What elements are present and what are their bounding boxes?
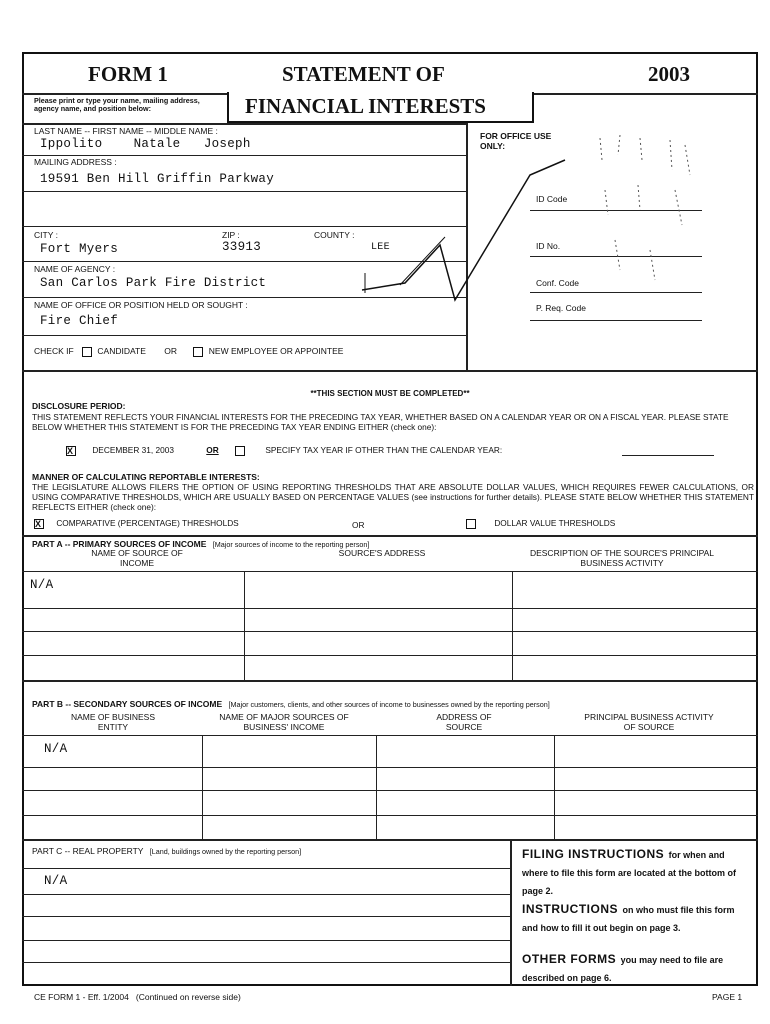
candidate-checkbox[interactable]	[82, 347, 92, 357]
title-line1: STATEMENT OF	[282, 62, 445, 86]
part-b-title: PART B -- SECONDARY SOURCES OF INCOME	[32, 699, 223, 709]
instructions-title: INSTRUCTIONS	[522, 902, 618, 916]
footer-page: PAGE 1	[712, 992, 743, 1002]
must-complete-note: **THIS SECTION MUST BE COMPLETED**	[310, 389, 470, 398]
manner-title: MANNER OF CALCULATING REPORTABLE INTERESTS:	[32, 472, 260, 482]
comparative-checkbox[interactable]	[34, 519, 44, 529]
county-value[interactable]: LEE	[371, 242, 390, 253]
threshold-row	[34, 518, 754, 529]
part-b-value[interactable]: N/A	[44, 742, 68, 756]
agency-value[interactable]: San Carlos Park Fire District	[40, 276, 267, 290]
county-label: COUNTY :	[314, 230, 355, 240]
other-forms-instructions	[522, 950, 750, 986]
who-must-file-instructions	[522, 900, 750, 936]
part-c-header	[32, 846, 301, 856]
form-year: 2003	[648, 62, 690, 86]
or-label-2: OR	[352, 520, 365, 530]
dollar-row	[466, 518, 615, 529]
name-label: LAST NAME -- FIRST NAME -- MIDDLE NAME :	[34, 126, 218, 136]
tax-year-row	[66, 445, 502, 456]
specify-label: SPECIFY TAX YEAR IF OTHER THAN THE CALENDAR YEAR:	[265, 445, 503, 455]
part-b-col4: PRINCIPAL BUSINESS ACTIVITY OF SOURCE	[584, 712, 714, 732]
specify-checkbox[interactable]	[235, 446, 245, 456]
filing-title: FILING INSTRUCTIONS	[522, 847, 665, 861]
footer-left: CE FORM 1 - Eff. 1/2004 (Continued on reverse side)	[34, 992, 241, 1002]
conf-code-label: Conf. Code	[536, 278, 579, 288]
filing-instructions	[522, 845, 750, 899]
disclosure-period-title: DISCLOSURE PERIOD:	[32, 401, 126, 411]
p-req-code-label: P. Req. Code	[536, 303, 586, 313]
part-b-col2: NAME OF MAJOR SOURCES OF BUSINESS' INCOME	[219, 712, 349, 732]
part-c-value[interactable]: N/A	[44, 874, 68, 888]
mailing-label: MAILING ADDRESS :	[34, 157, 117, 167]
part-a-title: PART A -- PRIMARY SOURCES OF INCOME	[32, 539, 207, 549]
filing-text: for when and where to file this form are located at the bottom of page 2.	[522, 850, 737, 896]
other-forms-text: you may need to file are described on page 6.	[522, 955, 724, 983]
part-b-header	[32, 699, 550, 709]
part-a-subtitle: [Major sources of income to the reporting person]	[212, 540, 370, 549]
dec31-checkbox[interactable]	[66, 446, 76, 456]
name-value[interactable]: Ippolito Natale Joseph	[40, 137, 251, 151]
city-value[interactable]: Fort Myers	[40, 242, 119, 256]
other-forms-title: OTHER FORMS	[522, 952, 617, 966]
mailing-value[interactable]: 19591 Ben Hill Griffin Parkway	[40, 172, 275, 186]
office-label: NAME OF OFFICE OR POSITION HELD OR SOUGHT :	[34, 300, 248, 310]
city-label: CITY :	[34, 230, 58, 240]
title-line2: FINANCIAL INTERESTS	[245, 94, 486, 118]
office-use-title: FOR OFFICE USE ONLY:	[480, 131, 552, 151]
part-a-header	[32, 539, 369, 549]
part-a-col3: DESCRIPTION OF THE SOURCE'S PRINCIPAL BUSINESS ACTIVITY	[529, 548, 715, 568]
dollar-checkbox[interactable]	[466, 519, 476, 529]
check-if-label: CHECK IF	[34, 346, 74, 356]
dec31-label: DECEMBER 31, 2003	[92, 445, 174, 455]
disclosure-period-text: THIS STATEMENT REFLECTS YOUR FINANCIAL INTERESTS FOR THE PRECEDING TAX YEAR, WHETHER BASED ON A CALENDAR YEAR OR ON A FISCAL YEAR. PLEASE STATE BELOW WHETHER THIS STATEMENT IS FOR THE PRECEDING TAX YEAR ENDING EITHER (check one):	[32, 412, 729, 432]
id-code-label: ID Code	[536, 194, 568, 204]
zip-value[interactable]: 33913	[222, 240, 262, 254]
received-stamp-icon	[590, 130, 710, 300]
part-c-subtitle: [Land, buildings owned by the reporting person]	[149, 847, 302, 856]
form-label: FORM 1	[88, 62, 168, 86]
part-a-col2: SOURCE'S ADDRESS	[338, 548, 426, 558]
new-employee-checkbox[interactable]	[193, 347, 203, 357]
part-b-subtitle: [Major customers, clients, and other sources of income to businesses owned by the reporting person]	[228, 700, 550, 709]
or-label-1: OR	[206, 445, 219, 455]
comparative-label: COMPARATIVE (PERCENTAGE) THRESHOLDS	[56, 518, 239, 528]
agency-label: NAME OF AGENCY :	[34, 264, 116, 274]
checkmark-signature-icon	[360, 155, 590, 305]
part-b-col1: NAME OF BUSINESS ENTITY	[70, 712, 156, 732]
part-a-col1: NAME OF SOURCE OF INCOME	[91, 548, 183, 568]
dollar-label: DOLLAR VALUE THRESHOLDS	[494, 518, 616, 528]
zip-label: ZIP :	[222, 230, 240, 240]
check-row	[34, 346, 343, 357]
id-no-label: ID No.	[536, 241, 561, 251]
manner-text: THE LEGISLATURE ALLOWS FILERS THE OPTION OF USING REPORTING THRESHOLDS THAT ARE ABSOLUTE DOLLAR VALUES, WHICH REQUIRES FEWER CALCULATIONS, OR USING COMPARATIVE THRESHOLDS, WHICH ARE USUALLY BASED ON PERCENTAGE VALUES (see instructions for further details). PLEASE STATE BELOW WHETHER THIS STATEMENT REFLECTS EITHER (check one):	[32, 482, 754, 512]
part-a-value[interactable]: N/A	[30, 578, 54, 592]
part-b-col3: ADDRESS OF SOURCE	[436, 712, 492, 732]
instructions-text: on who must file this form and how to fill it out begin on page 3.	[522, 905, 735, 933]
part-c-title: PART C -- REAL PROPERTY	[32, 846, 144, 856]
or-label: OR	[164, 346, 178, 356]
candidate-label: CANDIDATE	[97, 346, 146, 356]
office-value[interactable]: Fire Chief	[40, 314, 119, 328]
print-note: Please print or type your name, mailing address, agency name, and position below:	[34, 96, 200, 113]
new-employee-label: NEW EMPLOYEE OR APPOINTEE	[208, 346, 344, 356]
